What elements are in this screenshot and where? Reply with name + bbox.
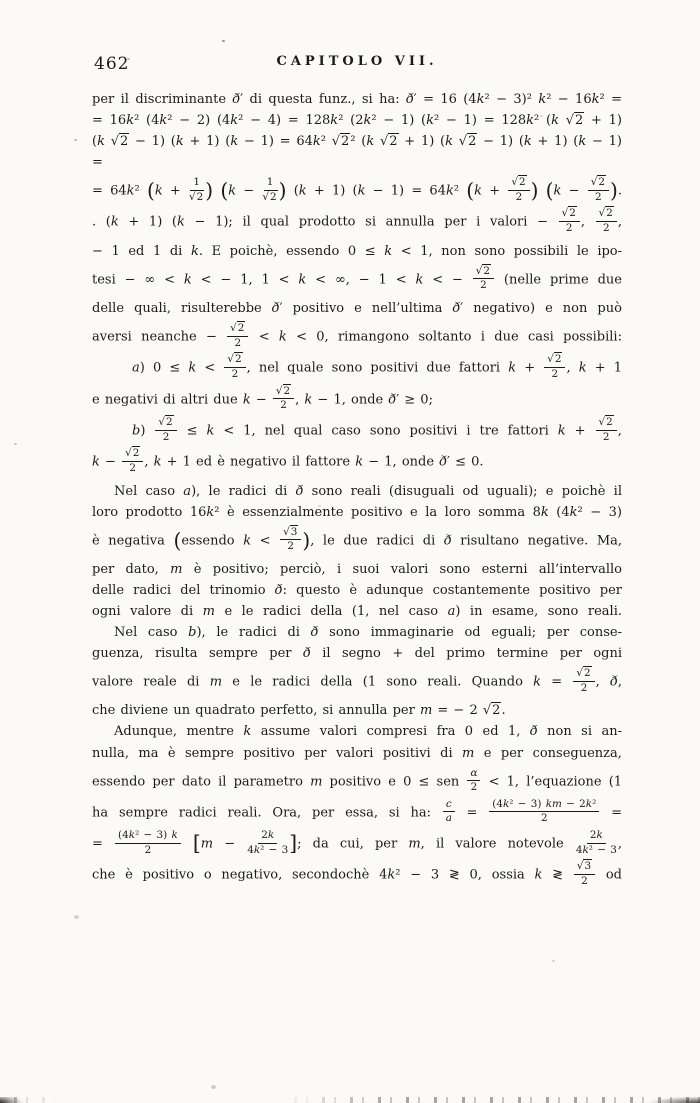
math-variable: a xyxy=(445,812,452,825)
fraction-denominator: 2 xyxy=(231,368,239,381)
big-delimiter: ) xyxy=(302,527,311,552)
big-delimiter: ( xyxy=(545,178,554,203)
sqrt-vinculum: 2 xyxy=(166,415,173,428)
fraction-denominator xyxy=(262,191,277,204)
text-line: Nel caso b), le radici di ð sono immaginarie od eguali; per conse- xyxy=(114,625,623,641)
fraction-numerator xyxy=(573,668,594,682)
text-line: k − $\frac{√2}{2}$ , k + 1 ed è negativo il fattore k − 1, onde ð′ ≤ 0. xyxy=(92,447,484,474)
fraction-numerator xyxy=(443,799,455,813)
text-line: b) $\frac{√2}{2}$ ≤ k < 1, nel qual caso sono positivi i tre fattori k + $\frac{√2}{2}$ , xyxy=(132,415,622,443)
math-variable: m xyxy=(209,674,223,690)
big-delimiter: [ xyxy=(192,831,201,856)
text-line: . (k + 1) (k − 1); il qual prodotto si annulla per i valori − $\frac{√2}{2}$ , $\frac{√2}{2}$ , xyxy=(92,207,623,235)
sqrt-radical: √2 xyxy=(230,322,245,335)
big-delimiter: ] xyxy=(289,831,298,856)
text-line: essendo per dato il parametro m positivo e 0 ≤ sen $\frac{\alpha}{2}$ < 1, l’equazione (1 xyxy=(92,766,623,794)
math-variable: k xyxy=(474,183,483,199)
fraction xyxy=(227,323,248,349)
math-variable: m xyxy=(462,745,475,761)
sqrt-vinculum: 2 xyxy=(606,415,613,428)
fraction-denominator: 2 xyxy=(515,190,523,203)
sqrt-radical: √2 xyxy=(331,134,350,150)
math-variable: a xyxy=(132,361,140,377)
math-variable: k xyxy=(110,215,119,231)
math-variable: k xyxy=(230,134,239,150)
fraction xyxy=(588,177,609,203)
fraction-numerator xyxy=(122,448,143,462)
sqrt-vinculum: 2 xyxy=(575,113,584,129)
fraction-denominator: 4k² − 3 xyxy=(247,843,289,856)
math-variable: k xyxy=(253,843,261,856)
sqrt-vinculum: 2 xyxy=(270,190,277,203)
math-variable: k xyxy=(366,134,375,150)
math-variable: k xyxy=(538,92,547,107)
math-variable: m xyxy=(419,703,433,719)
sqrt-vinculum: 2 xyxy=(569,207,576,220)
fraction xyxy=(489,799,599,825)
fraction-denominator: 2 xyxy=(234,336,242,349)
math-variable: k xyxy=(177,215,185,231)
text-line: − 1 ed 1 di k. E poichè, essendo 0 ≤ k < 1, non sono possibili le ipo- xyxy=(92,243,623,259)
sqrt-radical: √2 xyxy=(475,264,491,277)
fraction xyxy=(473,266,494,292)
math-variable: k xyxy=(183,272,192,288)
sqrt-radical: √2 xyxy=(275,384,291,397)
text-line: ha sempre radici reali. Ora, per essa, si ha: $\frac{c}{a}$ = $\frac{\text{(4k² − 3) km − 2k²}}{2}$ = xyxy=(92,797,622,825)
math-variable: k xyxy=(190,243,199,259)
sqrt-radical: √2 xyxy=(125,447,140,460)
sqrt-vinculum: 2 xyxy=(518,176,526,189)
sqrt-radical: √2 xyxy=(227,353,242,366)
sqrt-radical: √2 xyxy=(576,667,591,680)
math-variable: k xyxy=(312,134,321,150)
math-variable: k xyxy=(476,92,485,107)
fraction-denominator: 2 xyxy=(480,279,487,292)
page-number: 462 xyxy=(94,54,130,74)
text-line: è negativa (essendo k < $\frac{√3}{2}$ ), le due radici di ð risultano negative. Ma, xyxy=(92,525,623,553)
math-variable: b xyxy=(132,423,141,439)
math-variable: k xyxy=(128,829,135,842)
math-variable: m xyxy=(170,561,183,577)
math-variable: k xyxy=(97,134,105,150)
math-variable: b xyxy=(188,625,197,641)
math-variable: k xyxy=(557,423,566,439)
big-delimiter: ( xyxy=(220,178,229,203)
math-variable: ð xyxy=(439,454,448,470)
sqrt-vinculum: 2 xyxy=(234,353,242,366)
fraction-numerator xyxy=(508,177,529,191)
math-variable: α xyxy=(470,766,478,779)
text-line: Adunque, mentre k assume valori compresi fra 0 ed 1, ð non si an- xyxy=(114,724,622,740)
math-variable: k xyxy=(445,134,454,150)
fraction-numerator xyxy=(596,208,617,222)
fraction-denominator: 2 xyxy=(602,222,610,235)
math-variable: k xyxy=(206,423,215,439)
sqrt-radical: √2 xyxy=(189,190,204,203)
math-variable: ð xyxy=(388,392,397,408)
sqrt-radical: √2 xyxy=(458,134,477,150)
math-variable: k xyxy=(523,134,532,150)
fraction-denominator: 2 xyxy=(551,368,559,381)
math-variable: k xyxy=(242,392,251,408)
math-variable: k xyxy=(298,272,307,288)
fraction-numerator: 1 xyxy=(190,177,203,191)
math-variable: m xyxy=(202,604,215,619)
text-line: (k √2 − 1) (k + 1) (k − 1) = 64k² √2² (k √2 + 1) (k √2 − 1) (k + 1) (k − 1) = xyxy=(92,134,622,171)
fraction-denominator: 2 xyxy=(144,843,152,856)
math-variable: m xyxy=(310,774,323,790)
math-variable: k xyxy=(540,504,549,520)
sqrt-vinculum: 2 xyxy=(283,384,291,397)
fraction xyxy=(122,448,143,474)
text-line: Nel caso a), le radici di ð sono reali (disuguali od uguali); e poichè il xyxy=(114,483,622,499)
text-line: nulla, ma è sempre positivo per valori positivi di m e per conseguenza, xyxy=(92,745,622,761)
fraction xyxy=(576,830,617,856)
fraction-denominator: 2 xyxy=(470,781,478,794)
math-variable: k xyxy=(596,829,603,842)
text-line: che diviene un quadrato perfetto, si annulla per m = − 2 √2. xyxy=(92,703,506,719)
fraction-numerator xyxy=(574,861,595,875)
text-line: = 64k² (k + $\frac{1}{√2}$ ) (k − $\frac{1}{√2}$ ) (k + 1) (k − 1) = 64k² (k + $\frac{√2}{2}$ ) (k − $\frac{√2}{2}$ ). xyxy=(92,176,622,203)
math-variable: k xyxy=(502,797,510,810)
fraction-numerator xyxy=(596,417,617,431)
math-variable: ð xyxy=(310,625,319,641)
fraction-numerator xyxy=(224,354,245,368)
text-line: = 16k² (4k² − 2) (4k² − 4) = 128k² (2k² − 1) (k² − 1) = 128k² (k √2 + 1) xyxy=(92,113,622,129)
fraction xyxy=(247,830,288,856)
sqrt-vinculum: 2 xyxy=(606,207,613,220)
math-variable: k xyxy=(228,183,237,199)
sqrt-radical: √2 xyxy=(482,703,501,719)
math-variable: k xyxy=(553,183,562,199)
fraction xyxy=(443,799,455,825)
sqrt-radical: √2 xyxy=(511,176,526,189)
sqrt-radical: √3 xyxy=(283,525,298,538)
math-variable: k xyxy=(175,134,184,150)
math-variable: ð xyxy=(610,674,618,690)
fraction-numerator xyxy=(467,768,480,782)
fraction-denominator: 2 xyxy=(540,812,548,825)
fraction xyxy=(596,208,617,234)
sqrt-vinculum: 2 xyxy=(196,190,204,203)
math-variable: k xyxy=(585,797,593,810)
fraction xyxy=(224,354,245,380)
math-variable: k xyxy=(304,392,313,408)
sqrt-vinculum: 3 xyxy=(584,860,592,873)
fraction xyxy=(467,768,480,794)
math-variable: k xyxy=(384,243,393,259)
math-variable: k xyxy=(92,454,100,470)
fraction-numerator xyxy=(473,266,494,280)
math-variable: k xyxy=(445,183,454,199)
math-variable: k xyxy=(267,829,275,842)
math-variable: k xyxy=(578,134,587,150)
math-variable: ð xyxy=(443,533,452,549)
text-line: per dato, m è positivo; perciò, i suoi valori sono esterni all’intervallo xyxy=(92,561,623,577)
math-variable: k xyxy=(578,361,587,377)
big-delimiter: ( xyxy=(173,527,182,552)
math-variable: ð xyxy=(232,92,241,107)
math-variable: k xyxy=(153,454,162,470)
fraction-denominator xyxy=(446,812,452,825)
math-variable: a xyxy=(447,604,456,619)
sqrt-vinculum: 2 xyxy=(492,703,501,719)
fraction-denominator: 2 xyxy=(162,430,170,443)
big-delimiter: ) xyxy=(609,178,618,203)
math-variable: m xyxy=(200,836,214,852)
math-variable: k xyxy=(387,868,396,884)
math-variable: c xyxy=(445,797,452,810)
fraction xyxy=(273,386,294,412)
sqrt-radical: √2 xyxy=(158,415,173,428)
text-line: che è positivo o negativo, secondochè 4k² − 3 ≷ 0, ossia k ≷ $\frac{√3}{2}$ od xyxy=(92,860,622,888)
fraction-denominator: 2 xyxy=(565,222,573,235)
sqrt-vinculum: 2 xyxy=(584,667,591,680)
sqrt-vinculum: 2 xyxy=(389,134,398,150)
math-variable: k xyxy=(357,183,366,199)
big-delimiter: ) xyxy=(530,178,539,203)
page-header xyxy=(92,54,622,76)
text-line: loro prodotto 16k² è essenzialmente positivo e la loro somma 8k (4k² − 3) xyxy=(92,504,622,520)
math-variable: ð xyxy=(452,301,461,317)
fraction-numerator xyxy=(273,386,294,400)
sqrt-radical: √2 xyxy=(598,207,613,220)
page-body xyxy=(92,89,622,889)
math-variable: k xyxy=(243,533,252,549)
fraction-numerator xyxy=(227,323,248,337)
big-delimiter: ) xyxy=(278,178,287,203)
math-variable: k xyxy=(126,113,135,129)
math-variable: k xyxy=(206,504,215,520)
text-line: aversi neanche − $\frac{√2}{2}$ < k < 0, rimangono soltanto i due casi possibili: xyxy=(92,322,622,349)
math-variable: ð xyxy=(271,301,280,317)
math-variable: k xyxy=(330,113,339,129)
fraction-numerator: (4k² − 3) k xyxy=(115,830,181,844)
sqrt-radical: √2 xyxy=(561,207,576,220)
sqrt-radical: √2 xyxy=(262,190,277,203)
fraction-numerator xyxy=(588,177,609,191)
sqrt-radical: √3 xyxy=(576,860,592,873)
math-variable: k xyxy=(363,113,372,129)
sqrt-vinculum: 2 xyxy=(554,353,562,366)
math-variable: k xyxy=(415,272,424,288)
fraction xyxy=(544,354,565,380)
text-line: ogni valore di m e le radici della (1, nel caso a) in esame, sono reali. xyxy=(92,604,622,619)
math-variable: k xyxy=(278,329,287,345)
fraction-denominator xyxy=(189,191,204,204)
math-variable: k xyxy=(298,183,307,199)
text-line: delle quali, risulterebbe ð′ positivo e nell’ultima ð′ negativo) e non può xyxy=(92,301,622,317)
math-variable: m xyxy=(408,836,421,852)
sqrt-radical: √2 xyxy=(565,113,584,129)
math-variable: k xyxy=(426,113,435,129)
text-line: guenza, risulta sempre per ð il segno + del primo termine per ogni xyxy=(92,646,623,662)
text-line: e negativi di altri due k − $\frac{√2}{2}$ , k − 1, onde ð′ ≥ 0; xyxy=(92,384,433,412)
fraction xyxy=(508,177,529,203)
sqrt-vinculum: 2 xyxy=(120,134,129,150)
fraction-denominator: 2 xyxy=(280,399,287,412)
fraction-numerator: 2k xyxy=(258,830,277,844)
fraction xyxy=(573,668,594,694)
text-line: tesi − ∞ < k < − 1, 1 < k < ∞, − 1 < k < − $\frac{√2}{2}$ (nelle prime due xyxy=(92,264,622,292)
fraction-numerator: (4k² − 3) km − 2k² xyxy=(489,799,599,813)
fraction xyxy=(262,177,277,203)
scan-speck xyxy=(222,40,225,42)
math-variable: k xyxy=(591,92,600,107)
fraction-denominator: 2 xyxy=(581,875,588,888)
sqrt-vinculum: 3 xyxy=(290,525,298,538)
math-variable: k xyxy=(534,868,543,884)
math-variable: k xyxy=(159,113,168,129)
fraction xyxy=(189,177,204,203)
math-variable: ð xyxy=(529,724,538,740)
sqrt-vinculum: 2 xyxy=(468,134,477,150)
fraction-numerator xyxy=(280,527,301,541)
fraction xyxy=(155,417,176,443)
sqrt-radical: √2 xyxy=(598,415,613,428)
math-variable: k xyxy=(508,361,517,377)
fraction-denominator: 2 xyxy=(129,461,136,474)
fraction-denominator: 2 xyxy=(287,540,295,553)
math-variable: ð xyxy=(302,646,311,662)
fraction-denominator: 2 xyxy=(580,681,588,694)
math-variable: k xyxy=(533,674,542,690)
math-variable: k xyxy=(551,113,559,129)
math-variable: k xyxy=(154,183,163,199)
math-variable: a xyxy=(183,483,192,499)
big-delimiter: ( xyxy=(146,178,155,203)
text-line: = $\frac{\text{(4k² − 3) k}}{2}$ [m − $\frac{2k}{\text{4k² − 3}}$ ]; da cui, per m, il valore notevole $\frac{2k}{\text{4k² − 3}}$ , xyxy=(92,829,622,856)
chapter-title: CAPITOLO VII. xyxy=(276,54,438,69)
sqrt-vinculum: 2 xyxy=(237,322,245,335)
math-variable: ð xyxy=(274,582,283,598)
sqrt-radical: √2 xyxy=(590,176,605,189)
math-variable: k xyxy=(230,113,239,129)
sqrt-radical: √2 xyxy=(379,134,398,150)
fraction xyxy=(115,830,181,856)
sqrt-vinculum: 2 xyxy=(483,264,491,277)
text-line: valore reale di m e le radici della (1 sono reali. Quando k = $\frac{√2}{2}$ , ð, xyxy=(92,667,623,694)
fraction xyxy=(574,861,595,887)
math-variable: ð xyxy=(405,92,414,107)
fraction-numerator xyxy=(559,208,580,222)
fraction-denominator: 4k² − 3 xyxy=(575,843,617,856)
fraction xyxy=(280,527,301,553)
fraction-denominator: 2 xyxy=(602,430,610,443)
sqrt-radical: √2 xyxy=(110,134,129,150)
math-variable: k xyxy=(243,724,252,740)
math-variable: ð xyxy=(295,483,304,499)
math-variable: k xyxy=(526,113,535,129)
sqrt-vinculum: 2 xyxy=(598,176,605,189)
fraction-denominator: 2 xyxy=(595,190,602,203)
math-variable: k xyxy=(126,183,135,199)
scan-edge-noise xyxy=(0,1097,700,1103)
fraction-numerator: 2k xyxy=(587,830,606,844)
sqrt-radical: √2 xyxy=(547,353,562,366)
math-variable: k xyxy=(582,843,589,856)
math-variable: km xyxy=(545,797,562,810)
math-variable: k xyxy=(569,504,578,520)
math-variable: k xyxy=(171,829,178,842)
math-variable: k xyxy=(188,361,197,377)
big-delimiter: ) xyxy=(205,178,214,203)
text-line: delle radici del trinomio ð: questo è adunque costantemente positivo per xyxy=(92,582,622,598)
fraction-numerator xyxy=(544,354,565,368)
sqrt-vinculum: 2 xyxy=(132,447,140,460)
big-delimiter: ( xyxy=(466,178,475,203)
sqrt-vinculum: 2 xyxy=(341,134,350,150)
text-line: per il discriminante ð′ di questa funz., si ha: ð′ = 16 (4k² − 3)² k² − 16k² = xyxy=(92,92,622,107)
math-variable: k xyxy=(355,454,364,470)
fraction xyxy=(559,208,580,234)
text-line: a) 0 ≤ k < $\frac{√2}{2}$ , nel quale sono positivi due fattori k + $\frac{√2}{2}$ , k + 1 xyxy=(132,353,622,381)
fraction xyxy=(596,417,617,443)
fraction-numerator xyxy=(155,417,176,431)
fraction-numerator: 1 xyxy=(264,177,277,191)
